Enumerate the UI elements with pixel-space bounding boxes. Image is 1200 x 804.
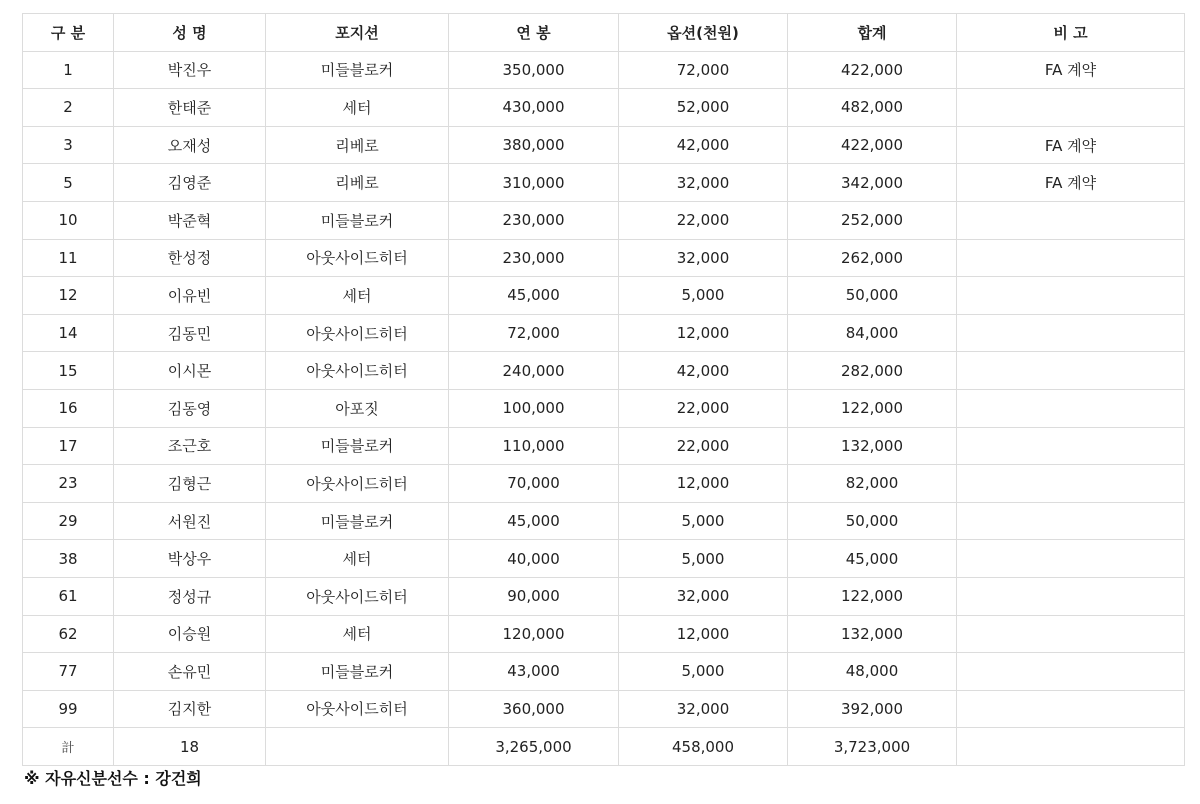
cell-name: 손유민: [114, 653, 266, 691]
cell-sum: 282,000: [788, 352, 957, 390]
cell-name: 서원진: [114, 502, 266, 540]
cell-number: 5: [23, 164, 114, 202]
cell-salary: 240,000: [449, 352, 619, 390]
cell-note: [957, 89, 1185, 127]
cell-sum: 82,000: [788, 465, 957, 503]
cell-position: 아웃사이드히터: [266, 352, 449, 390]
cell-note: [957, 352, 1185, 390]
cell-position: 리베로: [266, 164, 449, 202]
table-row: [23, 577, 1185, 615]
cell-number: 2: [23, 89, 114, 127]
cell-sum: 50,000: [788, 277, 957, 315]
cell-sum: 252,000: [788, 201, 957, 239]
cell-option: 5,000: [619, 277, 788, 315]
cell-sum: 342,000: [788, 164, 957, 202]
total-sum: 3,723,000: [788, 728, 957, 766]
header-number: 구 분: [23, 14, 114, 52]
cell-note: FA 계약: [957, 51, 1185, 89]
cell-position: 아웃사이드히터: [266, 314, 449, 352]
table-row: [23, 427, 1185, 465]
header-sum: 합계: [788, 14, 957, 52]
table-footer: [23, 728, 1185, 766]
cell-position: 미들블로커: [266, 653, 449, 691]
cell-name: 조근호: [114, 427, 266, 465]
cell-note: [957, 239, 1185, 277]
cell-salary: 230,000: [449, 201, 619, 239]
header-option: 옵션(천원): [619, 14, 788, 52]
cell-sum: 132,000: [788, 615, 957, 653]
table-row: [23, 314, 1185, 352]
cell-number: 15: [23, 352, 114, 390]
cell-position: 미들블로커: [266, 51, 449, 89]
table-row: [23, 239, 1185, 277]
cell-number: 38: [23, 540, 114, 578]
cell-note: [957, 577, 1185, 615]
cell-name: 이시몬: [114, 352, 266, 390]
cell-name: 김지한: [114, 690, 266, 728]
cell-salary: 72,000: [449, 314, 619, 352]
table-row: [23, 201, 1185, 239]
table-row: [23, 51, 1185, 89]
cell-name: 김영준: [114, 164, 266, 202]
cell-salary: 70,000: [449, 465, 619, 503]
cell-salary: 360,000: [449, 690, 619, 728]
cell-option: 32,000: [619, 164, 788, 202]
cell-salary: 430,000: [449, 89, 619, 127]
cell-option: 42,000: [619, 352, 788, 390]
cell-position: 리베로: [266, 126, 449, 164]
cell-number: 77: [23, 653, 114, 691]
cell-sum: 84,000: [788, 314, 957, 352]
cell-note: [957, 277, 1185, 315]
cell-salary: 43,000: [449, 653, 619, 691]
cell-salary: 45,000: [449, 277, 619, 315]
cell-note: [957, 201, 1185, 239]
table-row: [23, 615, 1185, 653]
cell-sum: 122,000: [788, 389, 957, 427]
cell-number: 1: [23, 51, 114, 89]
total-count: 18: [114, 728, 266, 766]
table-row: [23, 653, 1185, 691]
cell-number: 17: [23, 427, 114, 465]
cell-option: 22,000: [619, 427, 788, 465]
cell-number: 99: [23, 690, 114, 728]
cell-salary: 110,000: [449, 427, 619, 465]
cell-position: 미들블로커: [266, 427, 449, 465]
cell-name: 박진우: [114, 51, 266, 89]
footnote: ※ 자유신분선수 : 강건희: [24, 769, 202, 788]
cell-sum: 482,000: [788, 89, 957, 127]
table-body: [23, 51, 1185, 728]
cell-name: 한태준: [114, 89, 266, 127]
cell-name: 한성정: [114, 239, 266, 277]
cell-number: 14: [23, 314, 114, 352]
salary-table: [22, 13, 1185, 766]
cell-sum: 48,000: [788, 653, 957, 691]
cell-sum: 45,000: [788, 540, 957, 578]
cell-option: 32,000: [619, 690, 788, 728]
cell-name: 이유빈: [114, 277, 266, 315]
cell-note: FA 계약: [957, 164, 1185, 202]
header-salary: 연 봉: [449, 14, 619, 52]
cell-number: 16: [23, 389, 114, 427]
cell-name: 박준혁: [114, 201, 266, 239]
cell-name: 박상우: [114, 540, 266, 578]
cell-salary: 380,000: [449, 126, 619, 164]
cell-option: 5,000: [619, 502, 788, 540]
cell-number: 23: [23, 465, 114, 503]
cell-sum: 122,000: [788, 577, 957, 615]
cell-name: 오재성: [114, 126, 266, 164]
cell-note: [957, 690, 1185, 728]
cell-note: [957, 465, 1185, 503]
cell-position: 세터: [266, 89, 449, 127]
cell-salary: 350,000: [449, 51, 619, 89]
table-container: [22, 13, 1185, 766]
total-note: [957, 728, 1185, 766]
cell-sum: 132,000: [788, 427, 957, 465]
cell-option: 12,000: [619, 314, 788, 352]
cell-position: 세터: [266, 615, 449, 653]
cell-option: 12,000: [619, 615, 788, 653]
cell-option: 5,000: [619, 653, 788, 691]
cell-option: 22,000: [619, 201, 788, 239]
table-row: [23, 540, 1185, 578]
table-row: [23, 502, 1185, 540]
table-row: [23, 389, 1185, 427]
table-row: [23, 164, 1185, 202]
table-row: [23, 277, 1185, 315]
cell-position: 세터: [266, 540, 449, 578]
cell-option: 42,000: [619, 126, 788, 164]
cell-salary: 40,000: [449, 540, 619, 578]
cell-number: 61: [23, 577, 114, 615]
cell-position: 아웃사이드히터: [266, 577, 449, 615]
cell-option: 52,000: [619, 89, 788, 127]
cell-note: [957, 389, 1185, 427]
cell-position: 미들블로커: [266, 201, 449, 239]
total-option: 458,000: [619, 728, 788, 766]
header-name: 성 명: [114, 14, 266, 52]
cell-note: [957, 427, 1185, 465]
cell-number: 12: [23, 277, 114, 315]
table-row: [23, 352, 1185, 390]
table-row: [23, 126, 1185, 164]
table-row: [23, 89, 1185, 127]
cell-salary: 90,000: [449, 577, 619, 615]
cell-sum: 50,000: [788, 502, 957, 540]
total-salary: 3,265,000: [449, 728, 619, 766]
cell-number: 62: [23, 615, 114, 653]
cell-name: 이승원: [114, 615, 266, 653]
cell-option: 32,000: [619, 239, 788, 277]
cell-position: 아웃사이드히터: [266, 465, 449, 503]
header-note: 비 고: [957, 14, 1185, 52]
cell-note: [957, 314, 1185, 352]
header-row: [23, 14, 1185, 52]
cell-position: 아포짓: [266, 389, 449, 427]
cell-name: 정성규: [114, 577, 266, 615]
cell-option: 22,000: [619, 389, 788, 427]
table-row: [23, 690, 1185, 728]
cell-name: 김형근: [114, 465, 266, 503]
cell-sum: 422,000: [788, 126, 957, 164]
cell-name: 김동영: [114, 389, 266, 427]
header-position: 포지션: [266, 14, 449, 52]
cell-option: 32,000: [619, 577, 788, 615]
cell-note: [957, 615, 1185, 653]
total-row: [23, 728, 1185, 766]
cell-option: 72,000: [619, 51, 788, 89]
cell-salary: 100,000: [449, 389, 619, 427]
cell-number: 3: [23, 126, 114, 164]
table-header: [23, 14, 1185, 52]
total-position: [266, 728, 449, 766]
total-label: 計: [23, 728, 114, 766]
cell-sum: 392,000: [788, 690, 957, 728]
cell-number: 11: [23, 239, 114, 277]
cell-position: 아웃사이드히터: [266, 239, 449, 277]
cell-note: [957, 502, 1185, 540]
cell-option: 12,000: [619, 465, 788, 503]
cell-number: 10: [23, 201, 114, 239]
cell-position: 세터: [266, 277, 449, 315]
cell-note: [957, 540, 1185, 578]
cell-sum: 262,000: [788, 239, 957, 277]
cell-sum: 422,000: [788, 51, 957, 89]
cell-salary: 310,000: [449, 164, 619, 202]
cell-note: [957, 653, 1185, 691]
cell-note: FA 계약: [957, 126, 1185, 164]
cell-position: 미들블로커: [266, 502, 449, 540]
cell-salary: 230,000: [449, 239, 619, 277]
cell-number: 29: [23, 502, 114, 540]
cell-salary: 120,000: [449, 615, 619, 653]
cell-position: 아웃사이드히터: [266, 690, 449, 728]
table-row: [23, 465, 1185, 503]
cell-salary: 45,000: [449, 502, 619, 540]
cell-name: 김동민: [114, 314, 266, 352]
cell-option: 5,000: [619, 540, 788, 578]
